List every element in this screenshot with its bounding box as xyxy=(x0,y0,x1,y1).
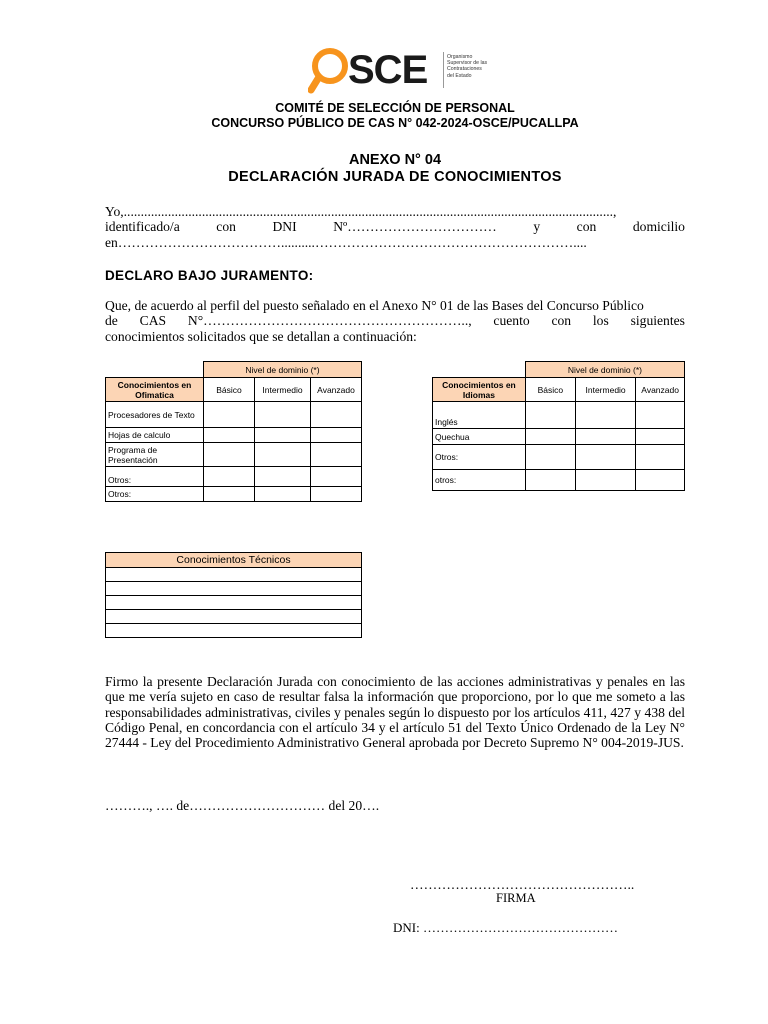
table-row xyxy=(106,596,362,610)
office-cell[interactable] xyxy=(204,428,255,443)
office-cell[interactable] xyxy=(255,487,311,502)
name-line: Yo,................................................................................................................................................, xyxy=(105,204,617,219)
table-row: Hojas de calculo xyxy=(106,428,362,443)
office-cell[interactable] xyxy=(311,443,362,467)
language-cell[interactable] xyxy=(525,402,575,429)
language-level-basic: Básico xyxy=(525,378,575,402)
language-cell[interactable] xyxy=(575,429,635,445)
table-row: otros: xyxy=(433,470,685,491)
signature-label: FIRMA xyxy=(496,891,536,905)
logo-divider xyxy=(443,52,444,88)
language-level-advanced: Avanzado xyxy=(636,378,685,402)
technical-cell[interactable] xyxy=(106,568,362,582)
office-level-intermediate: Intermedio xyxy=(255,378,311,402)
address-line: en………………………………..........………………………………………………….... xyxy=(105,234,587,250)
osce-logo xyxy=(308,46,498,98)
language-cell[interactable] xyxy=(636,402,685,429)
language-level-intermediate: Intermedio xyxy=(575,378,635,402)
office-cell[interactable] xyxy=(204,443,255,467)
technical-cell[interactable] xyxy=(106,596,362,610)
language-cell[interactable] xyxy=(525,429,575,445)
office-cell[interactable] xyxy=(204,487,255,502)
statement-line-3: conocimientos solicitados que se detallan a continuación: xyxy=(105,328,417,344)
statement-block xyxy=(105,298,685,344)
language-cell[interactable] xyxy=(636,429,685,445)
date-line: ………., …. de………………………… del 20…. xyxy=(105,798,380,813)
table-row: Otros: xyxy=(106,467,362,487)
dni-line: identificado/a con DNI Nº…………………………… y con domicilio xyxy=(105,219,685,235)
logo-subtitle: Organismo Supervisor de las Contrataciones del Estado xyxy=(447,54,488,79)
magnifier-logo-icon xyxy=(308,46,352,96)
signature-dni: DNI: ……………………………………… xyxy=(393,920,618,935)
table-row xyxy=(106,610,362,624)
office-col-header: Conocimientos en Ofimatica xyxy=(106,378,204,402)
office-cell[interactable] xyxy=(255,443,311,467)
office-skills-table xyxy=(105,361,362,502)
table-row: Procesadores de Texto xyxy=(106,402,362,428)
technical-cell[interactable] xyxy=(106,610,362,624)
statement-line-2: de CAS N°………………………………………………….., cuento con los siguientes xyxy=(105,313,685,329)
signature-line: ………………………………………….. xyxy=(410,877,635,892)
statement-line-1: Que, de acuerdo al perfil del puesto señalado en el Anexo N° 01 de las Bases del Concurso Público xyxy=(105,298,644,313)
office-cell[interactable] xyxy=(255,402,311,428)
language-cell[interactable] xyxy=(575,445,635,470)
language-level-header: Nivel de dominio (*) xyxy=(525,362,684,378)
office-cell[interactable] xyxy=(255,467,311,487)
language-skills-table xyxy=(432,361,685,491)
table-row: Quechua xyxy=(433,429,685,445)
document-title: DECLARACIÓN JURADA DE CONOCIMIENTOS xyxy=(228,169,562,185)
language-cell[interactable] xyxy=(525,470,575,491)
technical-header: Conocimientos Técnicos xyxy=(106,553,362,568)
technical-skills-table xyxy=(105,552,362,638)
intro-block xyxy=(105,204,685,250)
table-row: Otros: xyxy=(433,445,685,470)
office-cell[interactable] xyxy=(255,428,311,443)
language-cell[interactable] xyxy=(636,470,685,491)
declaration-heading: DECLARO BAJO JURAMENTO: xyxy=(105,268,314,283)
office-level-header: Nivel de dominio (*) xyxy=(204,362,362,378)
table-row xyxy=(106,624,362,638)
committee-title: COMITÉ DE SELECCIÓN DE PERSONAL xyxy=(275,101,515,115)
table-row: Programa de Presentación xyxy=(106,443,362,467)
office-level-advanced: Avanzado xyxy=(311,378,362,402)
office-cell[interactable] xyxy=(204,402,255,428)
logo-text: SCE xyxy=(348,48,428,92)
table-row: Otros: xyxy=(106,487,362,502)
technical-cell[interactable] xyxy=(106,582,362,596)
office-cell[interactable] xyxy=(311,487,362,502)
table-row xyxy=(106,568,362,582)
technical-cell[interactable] xyxy=(106,624,362,638)
office-level-basic: Básico xyxy=(204,378,255,402)
table-row: Inglés xyxy=(433,402,685,429)
office-cell[interactable] xyxy=(311,428,362,443)
language-cell[interactable] xyxy=(575,470,635,491)
language-col-header: Conocimientos en Idiomas xyxy=(433,378,526,402)
language-cell[interactable] xyxy=(575,402,635,429)
closing-paragraph: Firmo la presente Declaración Jurada con conocimiento de las acciones administrativas y penales en las que me vería sujeto en caso de resultar falsa la información que proporciono, por lo que me someto a las responsabilidades administrativas, civiles y penales según lo dispuesto por los artículos 411, 427 y 438 del Código Penal, en concordancia con el artículo 34 y el artículo 51 del Texto Único Ordenado de la Ley N° 27444 - Ley del Procedimiento Administrativo General aprobada por Decreto Supremo N° 004-2019-JUS. xyxy=(105,674,685,751)
office-cell[interactable] xyxy=(311,467,362,487)
language-cell[interactable] xyxy=(636,445,685,470)
office-cell[interactable] xyxy=(204,467,255,487)
annex-title: ANEXO N° 04 xyxy=(348,152,442,168)
office-cell[interactable] xyxy=(311,402,362,428)
contest-title: CONCURSO PÚBLICO DE CAS N° 042-2024-OSCE/PUCALLPA xyxy=(211,116,579,130)
table-row xyxy=(106,582,362,596)
language-cell[interactable] xyxy=(525,445,575,470)
